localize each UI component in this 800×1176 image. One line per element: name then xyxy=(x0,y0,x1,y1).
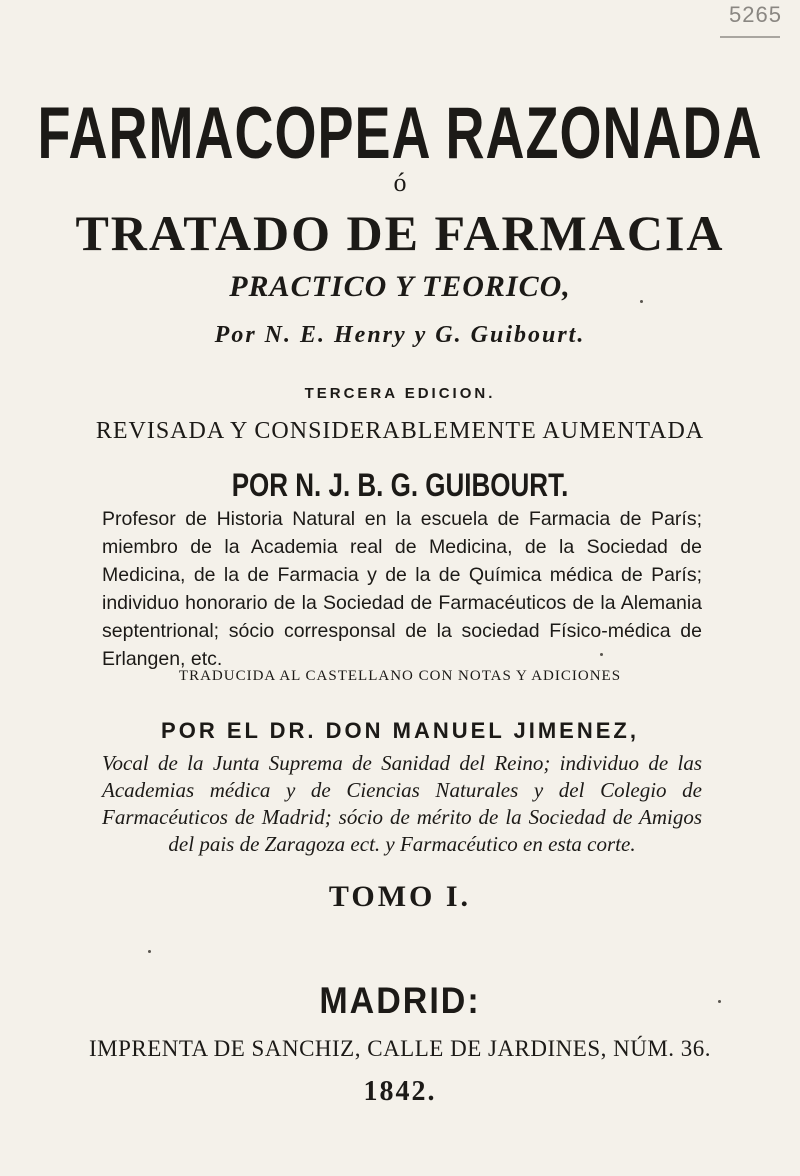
paper-speck xyxy=(600,653,603,656)
imprint-year: 1842. xyxy=(363,1076,437,1107)
translation-note: TRADUCIDA AL CASTELLANO CON NOTAS Y ADICIONES xyxy=(178,668,622,684)
main-title: FARMACOPEA RAZONADA xyxy=(37,93,763,175)
volume-number: TOMO I. xyxy=(328,880,472,913)
edition-label: TERCERA EDICION. xyxy=(304,385,496,402)
author-affiliations: Profesor de Historia Natural en la escuela de Farmacia de París; miembro de la Academia real de Medicina, de la Sociedad de Medicina, de la de Farmacia y de la de Química médica de París; individuo honorario de la Sociedad de Farmacéuticos de la Alemania septentrional; sócio corresponsal de la sociedad Físico-médica de Erlangen, etc. xyxy=(102,508,702,670)
paper-speck xyxy=(640,300,643,303)
translator-description: Vocal de la Junta Suprema de Sanidad del Reino; individuo de las Academias médica y de Ciencias Naturales y del Colegio de Farmacéuticos de Madrid; sócio de mérito de la Sociedad de Amigos del pais de Zaragoza ect. y Farmacéutico en esta corte. xyxy=(102,751,702,856)
paper-speck xyxy=(718,1000,721,1003)
author-name: POR N. J. B. G. GUIBOURT. xyxy=(231,466,569,504)
subtitle-qualifier: PRACTICO Y TEORICO, xyxy=(229,270,571,303)
paper-speck xyxy=(148,950,151,953)
shelfmark-underline xyxy=(720,36,780,38)
subtitle: TRATADO DE FARMACIA xyxy=(75,205,725,261)
shelfmark-number: 5265 xyxy=(729,2,782,27)
revision-note: REVISADA Y CONSIDERABLEMENTE AUMENTADA xyxy=(95,418,705,444)
original-authors: Por N. E. Henry y G. Guibourt. xyxy=(214,322,586,348)
title-connector: ó xyxy=(393,168,407,197)
imprint-printer: IMPRENTA DE SANCHIZ, CALLE DE JARDINES, NÚM. 36. xyxy=(88,1036,712,1061)
imprint-city: MADRID: xyxy=(319,980,481,1022)
translator-name: POR EL DR. DON MANUEL JIMENEZ, xyxy=(161,718,639,743)
